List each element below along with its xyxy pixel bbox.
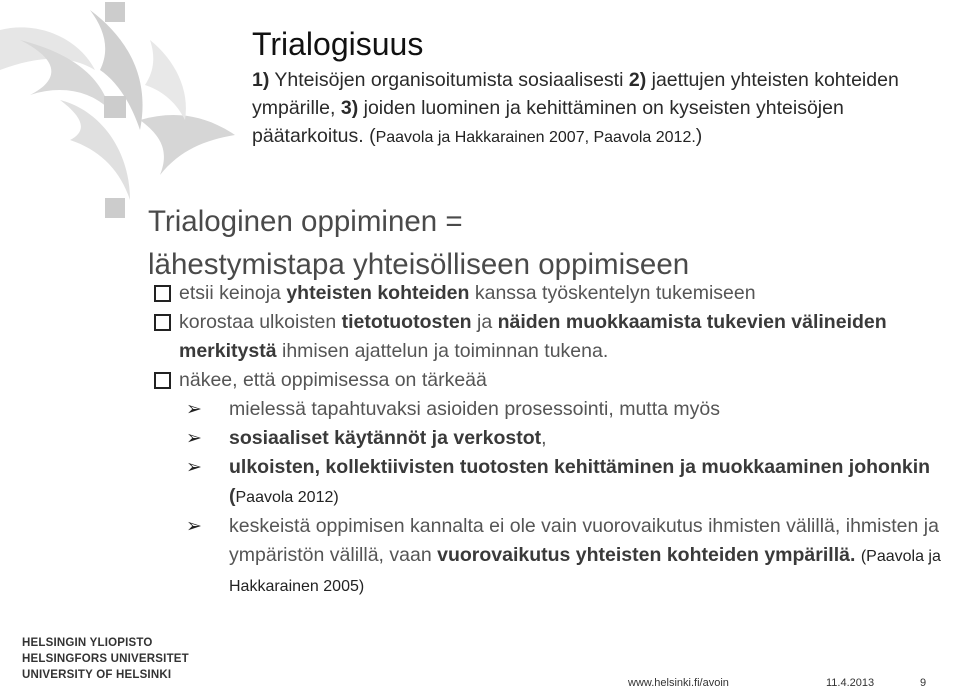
sub-bullet-item — [154, 395, 954, 424]
arrow-bullet-icon: ➢ — [186, 516, 202, 537]
intro-number-1: 1) — [252, 69, 270, 91]
checkbox-bullet-icon — [154, 372, 171, 389]
flame-shape-6 — [145, 40, 186, 120]
bullet-highlight: näiden muokkaamista tukevien välineiden merkitystä — [179, 311, 887, 362]
sub-bullet-highlight: vuorovaikutus yhteisten kohteiden ympärillä — [437, 544, 850, 566]
bullet-highlight: tietotuotosten — [341, 311, 472, 333]
bullet-text: etsii keinoja — [179, 282, 287, 304]
section-heading-line-1: Trialoginen oppiminen = — [148, 205, 463, 238]
bullet-item — [154, 366, 954, 395]
sub-bullet-highlight: ulkoisten, kollektiivisten tuotosten kehittäminen ja muokkaaminen johonkin — [229, 456, 931, 478]
section-heading — [148, 200, 689, 286]
footer-date: 11.4.2013 — [826, 677, 875, 689]
bullet-list — [154, 279, 954, 601]
sub-bullet-item — [154, 424, 954, 453]
sub-bullet-text: ( — [229, 485, 236, 507]
intro-text-1: Yhteisöjen organisoitumista sosiaalisesti — [269, 69, 629, 91]
intro-number-3: 3) — [340, 97, 359, 119]
logo-square-bottom — [105, 198, 125, 218]
intro-text-2: jaettujen yhteisten kohteiden ympärille, — [252, 69, 899, 119]
sub-bullet-text: mielessä tapahtuvaksi asioiden prosessointi, mutta myös — [229, 398, 720, 420]
university-name-fi: HELSINGIN YLIOPISTO — [22, 637, 153, 649]
intro-text-3: joiden luominen ja kehittäminen on kyseisten yhteisöjen päätarkoitus. ( — [252, 97, 844, 147]
logo-square-middle — [104, 96, 126, 118]
sub-bullet-text: , — [541, 427, 547, 449]
section-heading-line-2: lähestymistapa yhteisölliseen oppimiseen — [148, 248, 690, 281]
bullet-text: korostaa ulkoisten — [179, 311, 342, 333]
flame-shape-5 — [140, 115, 235, 175]
sub-bullet-item — [154, 453, 954, 512]
intro-close-paren: ) — [695, 125, 703, 147]
footer-url[interactable]: www.helsinki.fi/avoin — [628, 677, 729, 689]
page-number: 9 — [920, 677, 927, 689]
university-name-sv: HELSINGFORS UNIVERSITET — [22, 653, 189, 665]
intro-paragraph — [252, 66, 952, 152]
sub-bullet-text: keskeistä oppimisen kannalta ei ole vain vuorovaikutus ihmisten välillä, ihmisten ja ympäristön välillä, vaan — [229, 515, 939, 566]
bullet-item — [154, 279, 954, 308]
sub-bullet-reference: Paavola 2012) — [235, 489, 339, 506]
sub-bullet-reference: (Paavola ja Hakkarainen 2005) — [229, 548, 941, 595]
checkbox-bullet-icon — [154, 314, 171, 331]
bullet-text: ihmisen ajattelun ja toiminnan tukena. — [276, 340, 609, 362]
university-name-logo — [22, 635, 189, 683]
bullet-text: kanssa työskentelyn tukemiseen — [469, 282, 756, 304]
arrow-bullet-icon: ➢ — [186, 457, 202, 478]
intro-reference: Paavola ja Hakkarainen 2007, Paavola 2012. — [375, 129, 696, 146]
sub-bullet-text: . — [849, 544, 861, 566]
intro-number-2: 2) — [628, 69, 647, 91]
arrow-bullet-icon: ➢ — [186, 399, 202, 420]
university-flame-logo — [0, 0, 240, 220]
sub-bullet-item — [154, 512, 954, 601]
arrow-bullet-icon: ➢ — [186, 428, 202, 449]
university-name-en: UNIVERSITY OF HELSINKI — [22, 669, 172, 681]
logo-square-top — [105, 2, 125, 22]
sub-bullet-highlight: sosiaaliset käytännöt ja verkostot — [229, 427, 542, 449]
bullet-highlight: yhteisten kohteiden — [286, 282, 470, 304]
flame-shape-1 — [0, 27, 95, 70]
bullet-text: ja — [471, 311, 498, 333]
slide-title: Trialogisuus — [252, 26, 424, 62]
bullet-item — [154, 308, 954, 366]
bullet-text: näkee, että oppimisessa on tärkeää — [179, 369, 487, 391]
checkbox-bullet-icon — [154, 285, 171, 302]
